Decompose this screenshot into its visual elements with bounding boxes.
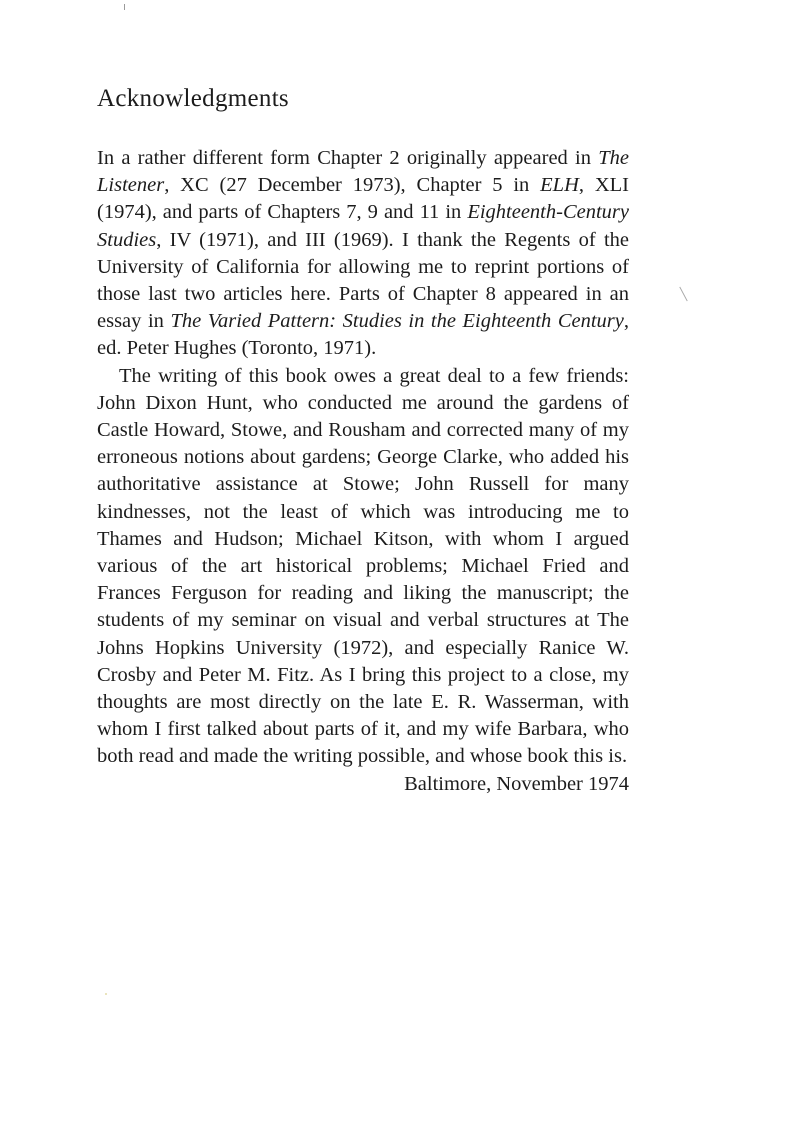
italic-title-run: ELH [540,174,579,197]
text-run: , XC (27 December 1973), Chapter 5 in [164,174,541,197]
italic-title-run: The Varied Pattern: Studies in the Eighteenth Century [170,310,624,333]
page-heading: Acknowledgments [97,85,289,112]
text-run: , IV (1971), and III (1969). I thank the Regents of the University of California for allowing me to reprint portions of those last two articles here. Parts of Chapter 8 appeared in an essay in [97,228,629,333]
scan-speck [124,4,125,10]
text-run: , XLI (1974), and parts of Chapters 7, 9 and 11 in [97,174,629,224]
acknowledgments-body [97,145,629,798]
text-run: In a rather different form Chapter 2 originally appeared in [97,147,599,169]
scan-speck [679,287,687,302]
scan-speck [105,993,107,995]
italic-title-run: The Listener [97,147,629,197]
paragraph-publication-credits [97,145,629,363]
place-date-signoff: Baltimore, November 1974 [404,772,629,795]
text-run: , ed. Peter Hughes (Toronto, 1971). [97,310,629,360]
paragraph-thanks: The writing of this book owes a great deal to a few friends: John Dixon Hunt, who conducted me around the gardens of Castle Howard, Stowe, and Rousham and corrected many of my erroneous notions about gardens; George Clarke, who added his authoritative assistance at Stowe; John Russell for many kindnesses, not the least of which was introducing me to Thames and Hudson; Michael Kitson, with whom I argued various of the art historical problems; Michael Fried and Frances Ferguson for reading and liking the manuscript; the students of my seminar on visual and verbal structures at The Johns Hopkins University (1972), and especially Ranice W. Crosby and Peter M. Fitz. As I bring this project to a close, my thoughts are most directly on the late E. R. Wasserman, with whom I first talked about parts of it, and my wife Barbara, who both read and made the writing possible, and whose book this is. [97,364,629,768]
italic-title-run: Eighteenth-Century Studies [97,201,629,251]
